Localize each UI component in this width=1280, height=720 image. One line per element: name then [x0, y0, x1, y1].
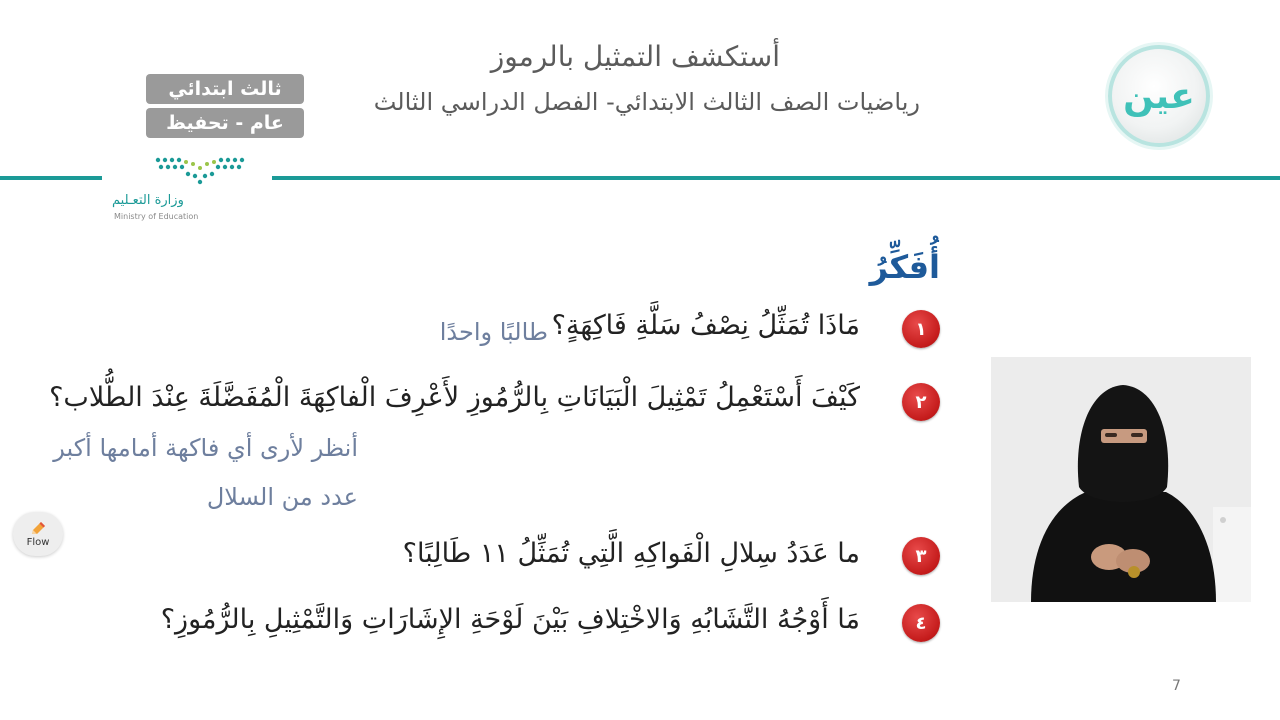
header-divider-right: [272, 176, 1280, 180]
question-3: ما عَدَدُ سِلالِ الْفَواكِهِ الَّتِي تُمَثِّلُ ١١ طَالِبًا؟: [402, 538, 860, 569]
course-subtitle: رياضيات الصف الثالث الابتدائي- الفصل الدراسي الثالث: [373, 88, 920, 116]
sign-language-video[interactable]: [991, 357, 1251, 602]
question-2: كَيْفَ أَسْتَعْمِلُ تَمْثِيلَ الْبَيَانَاتِ بِالرُّمُوزِ لأَعْرِفَ الْفاكِهَةَ الْمُفَضَّلَةَ عِنْدَ الطُّلاب؟: [49, 382, 860, 413]
question-number-4: ٤: [902, 604, 940, 642]
question-1: مَاذَا تُمَثِّلُ نِصْفُ سَلَّةِ فَاكِهَةٍ؟: [551, 310, 860, 341]
ministry-logo-icon: [150, 154, 250, 188]
header-divider-left: [0, 176, 102, 180]
ein-logo-text: عين: [1123, 75, 1195, 117]
ministry-name-arabic: وزارة التعـليم: [112, 193, 184, 208]
track-badge: عام - تحفيظ: [146, 108, 304, 138]
question-4: مَا أَوْجُهُ التَّشَابُهِ وَالاخْتِلافِ بَيْنَ لَوْحَةِ الإِشَارَاتِ وَالتَّمْثِيلِ بِالرُّمُوزِ؟: [160, 604, 860, 635]
page-number: 7: [1172, 678, 1181, 694]
ein-logo: [1108, 45, 1210, 147]
flow-label: Flow: [26, 536, 50, 548]
grade-badge: ثالث ابتدائي: [146, 74, 304, 104]
question-number-3: ٣: [902, 537, 940, 575]
ministry-name-english: Ministry of Education: [114, 212, 199, 221]
think-heading: أُفَكِّرُ: [869, 248, 940, 286]
question-number-2: ٢: [902, 383, 940, 421]
flow-button[interactable]: [13, 512, 63, 556]
answer-2-line-1: أنظر لأرى أي فاكهة أمامها أكبر: [53, 434, 358, 462]
answer-2-line-2: عدد من السلال: [206, 483, 358, 511]
lesson-title: أستكشف التمثيل بالرموز: [490, 40, 780, 73]
pencil-icon: [29, 521, 47, 537]
question-number-1: ١: [902, 310, 940, 348]
answer-1: طالبًا واحدًا: [439, 318, 548, 346]
interpreter-figure-icon: [991, 357, 1251, 602]
